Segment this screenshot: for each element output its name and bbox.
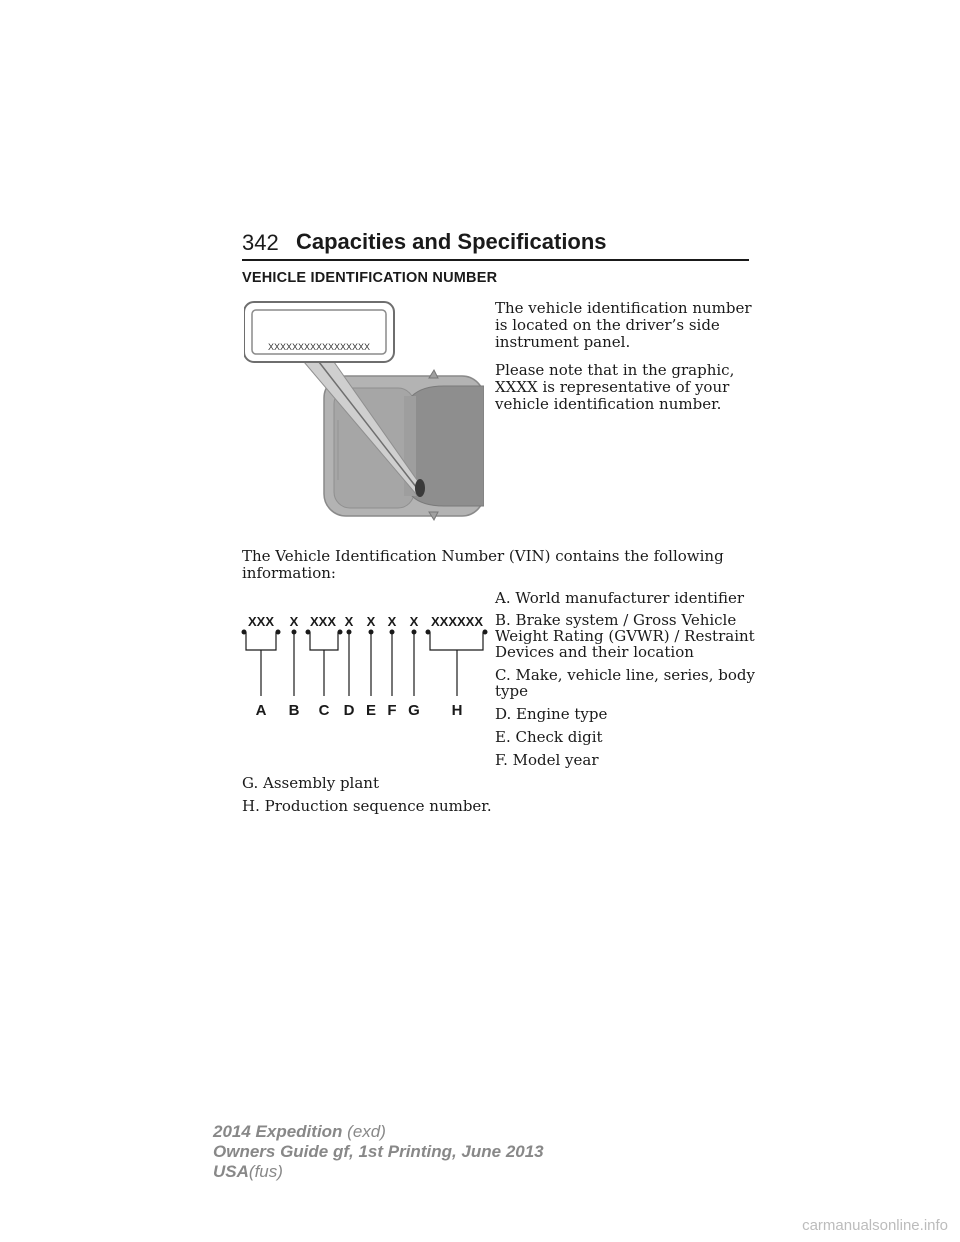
vin-item-a: A. World manufacturer identifier	[495, 589, 745, 607]
vin-location-illustration	[244, 300, 484, 522]
vin-letter-h: H	[451, 702, 463, 719]
vin-letter-e: E	[365, 702, 377, 719]
vin-item-d: D. Engine type	[495, 705, 608, 723]
page-number: 342	[242, 230, 279, 255]
vin-group-g: X	[409, 614, 419, 629]
vin-group-a: XXX	[247, 614, 275, 629]
vin-item-e: E. Check digit	[495, 728, 603, 746]
vin-intro-paragraph: The Vehicle Identification Number (VIN) contains the following information:	[242, 547, 724, 582]
vin-letter-a: A	[255, 702, 267, 719]
footer-market: USA	[213, 1162, 249, 1181]
vin-item-c: C. Make, vehicle line, series, body type	[495, 666, 755, 700]
footer-line-1	[213, 1122, 386, 1141]
vin-item-f: F. Model year	[495, 751, 599, 769]
vin-group-d: X	[344, 614, 354, 629]
vin-item-g: G. Assembly plant	[242, 774, 379, 792]
section-heading: VEHICLE IDENTIFICATION NUMBER	[242, 270, 498, 286]
vin-letter-d: D	[343, 702, 355, 719]
footer-model: 2014 Expedition	[213, 1122, 343, 1141]
vin-group-b: X	[289, 614, 299, 629]
vin-letter-f: F	[387, 702, 397, 719]
vin-letter-g: G	[408, 702, 420, 719]
footer-market-code: (fus)	[248, 1162, 283, 1181]
vin-note-paragraph: Please note that in the graphic, XXXX is representative of your vehicle identification number.	[495, 361, 735, 413]
vin-location-paragraph: The vehicle identification number is located on the driver’s side instrument panel.	[495, 299, 752, 351]
footer-line-2: Owners Guide gf, 1st Printing, June 2013	[213, 1142, 544, 1161]
vin-group-f: X	[387, 614, 397, 629]
vin-breakdown-diagram	[238, 612, 494, 722]
vin-group-e: X	[366, 614, 376, 629]
header-rule	[242, 259, 749, 261]
vin-item-h: H. Production sequence number.	[242, 797, 492, 815]
vin-group-c: XXX	[309, 614, 337, 629]
vin-plate-text: XXXXXXXXXXXXXXXXX	[267, 342, 371, 352]
vin-letter-c: C	[318, 702, 330, 719]
vin-item-b: B. Brake system / Gross Vehicle Weight Rating (GVWR) / Restraint Devices and their location	[495, 611, 755, 661]
vin-group-h: XXXXXX	[430, 614, 484, 629]
chapter-title: Capacities and Specifications	[296, 229, 607, 254]
vin-letter-b: B	[288, 702, 300, 719]
footer-line-3	[213, 1162, 283, 1181]
watermark: carmanualsonline.info	[802, 1217, 948, 1234]
footer-model-code: (exd)	[347, 1122, 386, 1141]
